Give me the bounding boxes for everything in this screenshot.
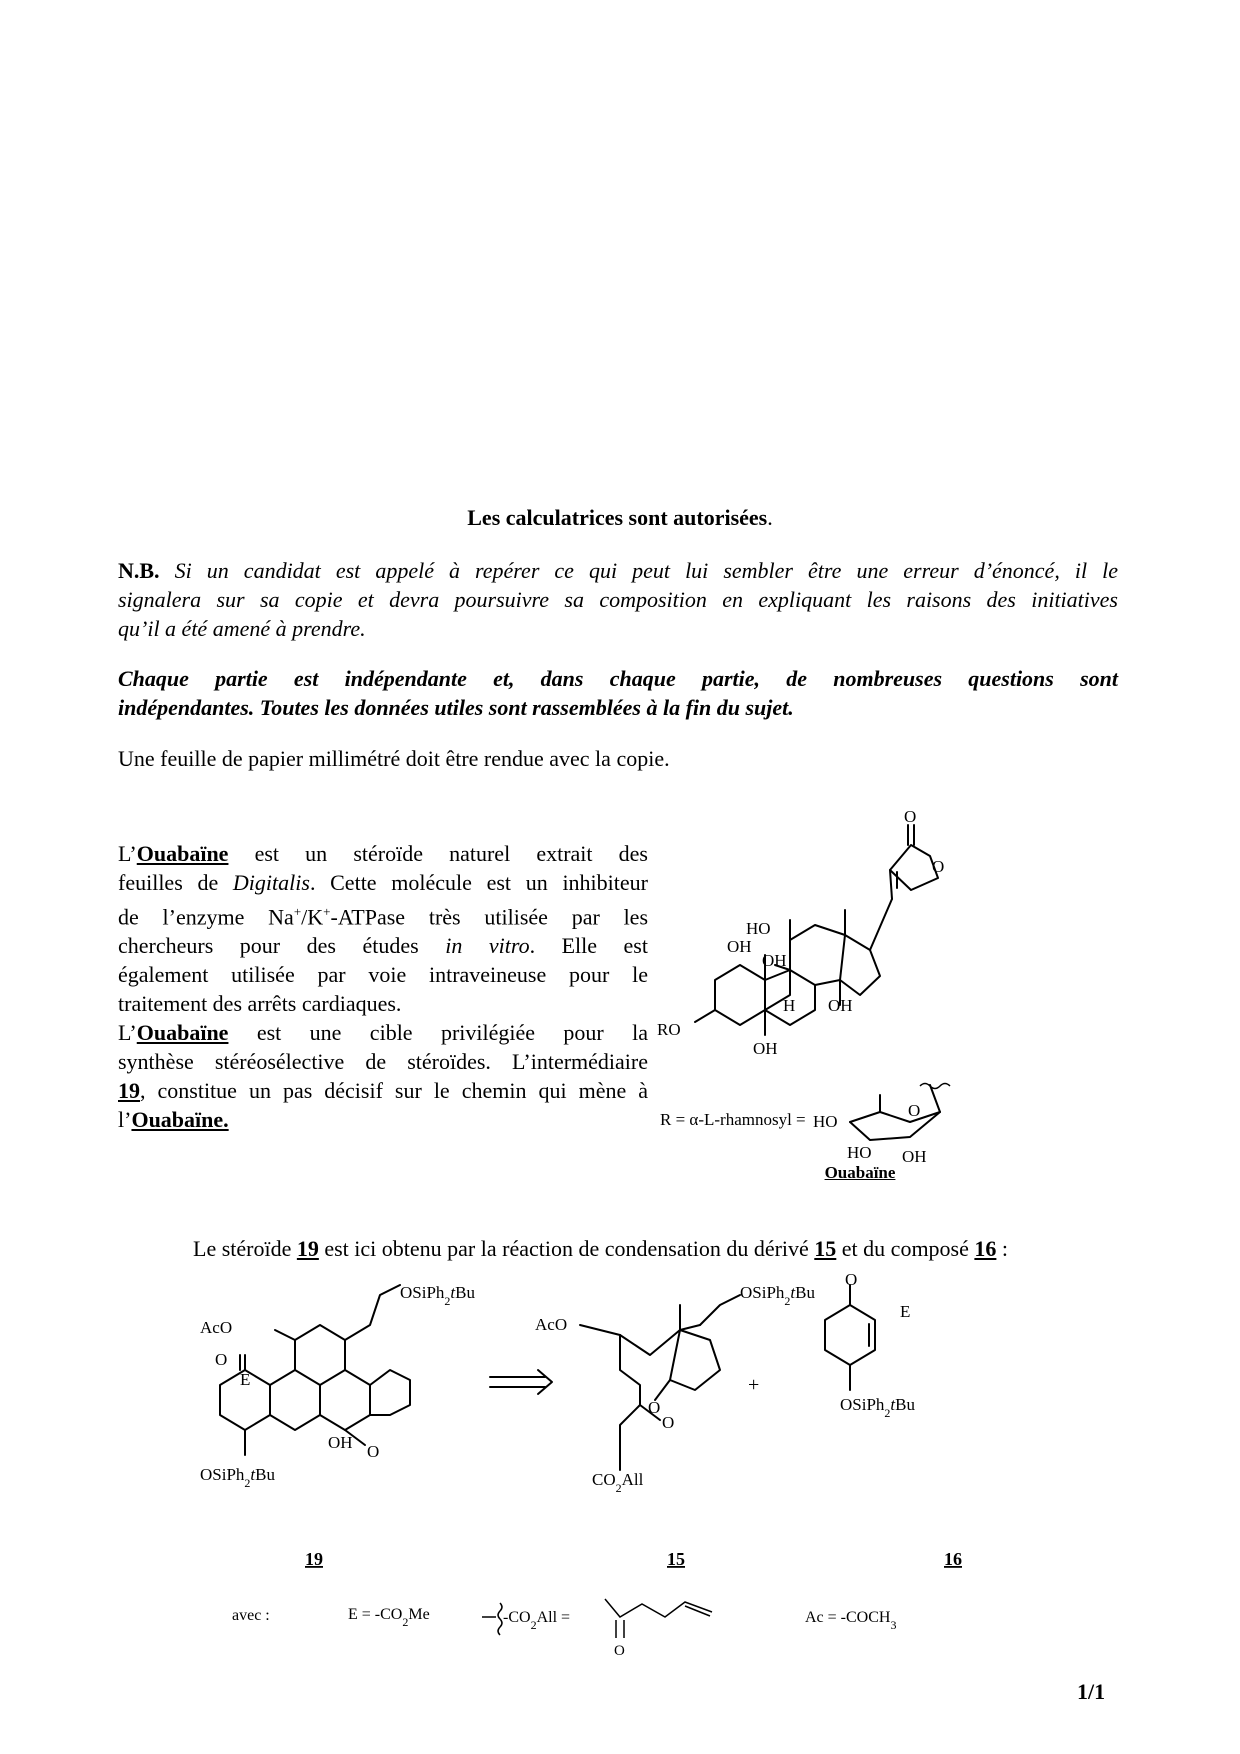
svg-text:OH: OH <box>902 1147 927 1166</box>
svg-text:O: O <box>662 1413 675 1432</box>
svg-text:O: O <box>932 857 945 876</box>
svg-text:OSiPh2tBu: OSiPh$_2$tBu <box>840 1395 915 1420</box>
nb-paragraph: N.B. Si un candidat est appelé à repérer ce qui peut lui sembler être une erreur d’énoncé, il le signalera sur sa copie et devra poursuivre sa composition en expliquant les raisons des initiatives qu’il a été amené à prendre. <box>118 558 1118 641</box>
svg-text:OH: OH <box>762 951 787 970</box>
wavy-bond-icon <box>498 1603 502 1635</box>
ouabaine-term: Ouabaïne <box>136 841 229 866</box>
compound-16-label: 16 <box>944 1549 962 1569</box>
graph-paper-notice: Une feuille de papier millimétré doit être rendue avec la copie. <box>118 746 670 771</box>
compound-19-ref: 19 <box>296 1236 319 1261</box>
compound-16-structure <box>825 1270 915 1420</box>
svg-text:CO2All: $CO_2All$ <box>592 1470 644 1495</box>
compound-16-ref: 16 <box>974 1236 997 1261</box>
svg-text:O: O <box>367 1442 380 1461</box>
butenolide-ring <box>890 807 944 899</box>
steroid-skeleton <box>657 899 892 1058</box>
legend-co2all: $-CO_2All$ = <box>503 1609 571 1632</box>
legend-avec: avec : <box>232 1607 270 1624</box>
plus-sign: + <box>748 1374 760 1396</box>
rhamnosyl-definition: R = α-L-rhamnosyl = <box>660 1110 806 1129</box>
svg-text:E: E <box>900 1302 911 1321</box>
svg-text:OH: OH <box>828 996 853 1015</box>
svg-text:OSiPh2tBu: OSiPh$_2$tBu <box>200 1465 275 1490</box>
ouabaine-structure <box>657 800 1130 1195</box>
page-number: 1/1 <box>1077 1679 1106 1704</box>
svg-text:AcO: AcO <box>200 1318 233 1337</box>
svg-text:O: O <box>215 1350 228 1369</box>
ouabaine-intro-paragraph: L’Ouabaïne est un stéroïde naturel extrait des feuilles de Digitalis. Cette molécule est un inhibiteur de l’enzyme Na+/K+-ATPase très utilisée par les chercheurs pour des études in vitro. Elle est également utilisée par voie intraveineuse pour le traitement des arrêts cardiaques. L’Ouabaïne est une cible privilégiée pour la synthèse stéréosélective de stéroïdes. L’intermédiaire 19, constitue un pas décisif sur le chemin qui mène à l’Ouabaïne. <box>118 841 649 1133</box>
legend-e: $E = -CO_2Me$ <box>348 1606 430 1629</box>
svg-text:OH: OH <box>727 937 752 956</box>
svg-text:O: O <box>845 1270 858 1289</box>
svg-text:OH: OH <box>328 1433 353 1452</box>
svg-text:OH: OH <box>753 1039 778 1058</box>
legend-ac: $Ac = -COCH_3$ <box>805 1609 897 1632</box>
calculator-notice-text: Les calculatrices sont autorisées <box>467 505 768 530</box>
abbreviation-legend <box>200 1600 1100 1680</box>
calculator-notice: Les calculatrices sont autorisées. <box>467 505 773 530</box>
svg-text:O: O <box>904 807 917 826</box>
allyl-ester-structure <box>605 1599 712 1659</box>
svg-text:OSiPh2tBu: OSiPh$_2$tBu <box>740 1283 815 1308</box>
compound-19-label: 19 <box>305 1549 323 1569</box>
rhamnosyl-group <box>813 1084 950 1167</box>
compound-15-structure <box>535 1283 815 1495</box>
compound-19-structure <box>200 1283 475 1490</box>
svg-text:HO: HO <box>847 1143 872 1162</box>
svg-text:E: E <box>240 1370 251 1389</box>
svg-text:H: H <box>783 996 796 1015</box>
retrosynthesis-arrow <box>490 1370 552 1394</box>
independence-paragraph: Chaque partie est indépendante et, dans chaque partie, de nombreuses questions sont indépendantes. Toutes les données utiles sont rassemblées à la fin du sujet. <box>118 666 1118 720</box>
svg-text:RO: RO <box>657 1020 681 1039</box>
compound-15-label: 15 <box>667 1549 685 1569</box>
nb-label: N.B. <box>118 558 160 583</box>
condensation-sentence: Le stéroïde 19 est ici obtenu par la réaction de condensation du dérivé 15 et du composé 16 : <box>193 1236 1009 1261</box>
compound-15-ref: 15 <box>814 1236 837 1261</box>
ouabaine-caption: Ouabaïne <box>824 1163 896 1182</box>
svg-text:O: O <box>648 1398 661 1417</box>
compound-19-ref: 19 <box>118 1078 140 1104</box>
svg-text:O: O <box>908 1101 921 1120</box>
svg-text:O: O <box>614 1643 625 1659</box>
svg-text:OSiPh2tBu: OSiPh$_2$tBu <box>400 1283 475 1308</box>
reaction-scheme <box>200 1270 1100 1575</box>
svg-text:HO: HO <box>746 919 771 938</box>
svg-text:HO: HO <box>813 1112 838 1131</box>
svg-text:AcO: AcO <box>535 1315 568 1334</box>
